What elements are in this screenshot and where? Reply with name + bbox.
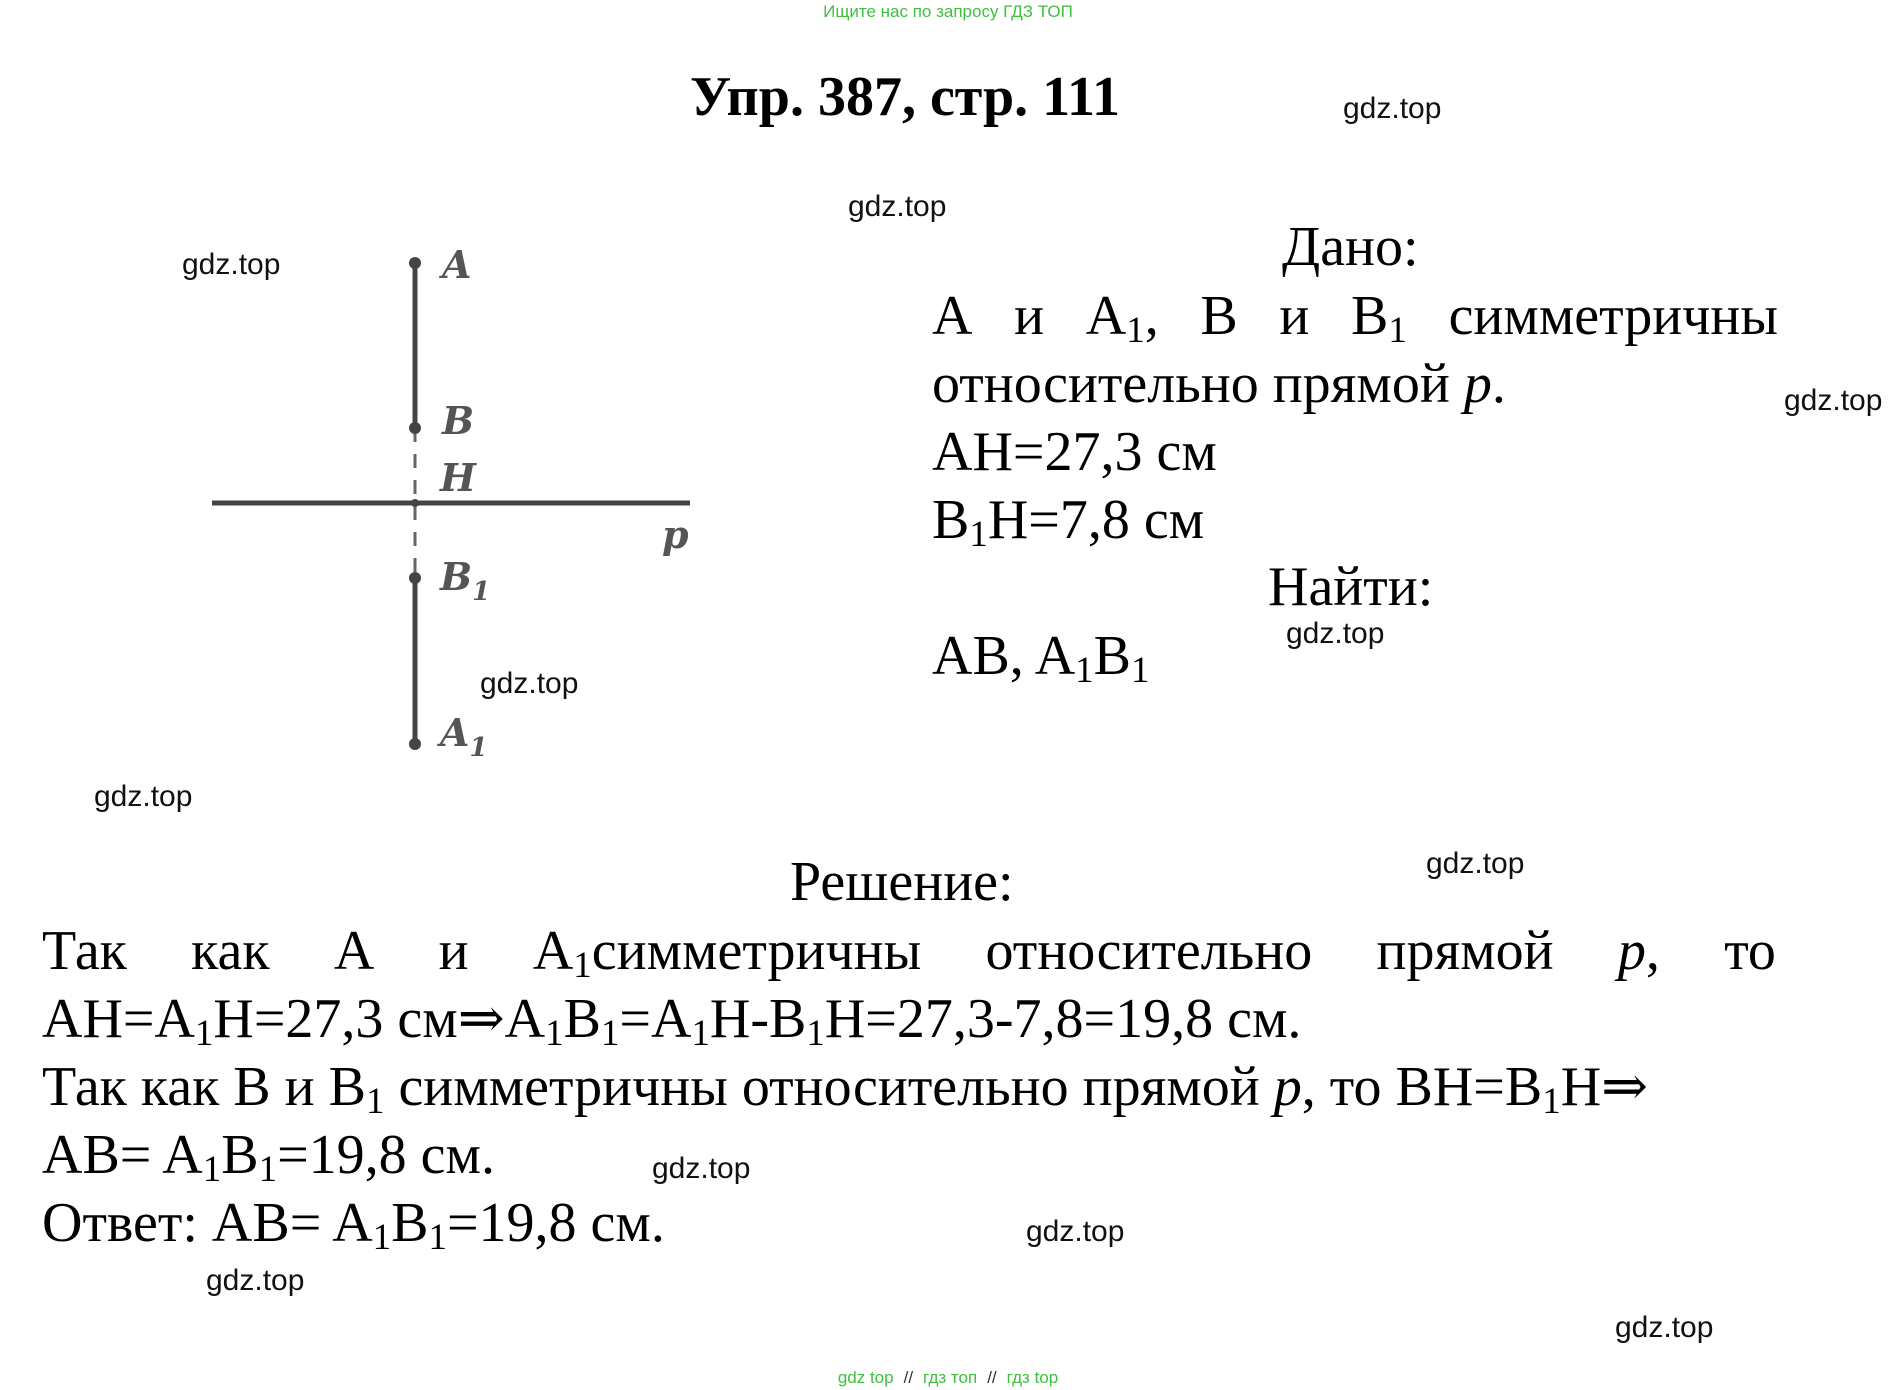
point-b1 — [409, 572, 421, 584]
watermark: gdz.top — [1784, 384, 1883, 417]
point-b — [409, 422, 421, 434]
label-a1: $A_1$ — [440, 710, 488, 763]
footer-link-1[interactable]: gdz top — [837, 1368, 894, 1387]
given-line-1: A и $A_1$, B и $B_1$ симметричны — [932, 285, 1778, 351]
label-h: H — [440, 455, 476, 500]
solution-line-2: $AH=A_1H=27,3$ $см\Rightarrow A_1B_1=A_1H-B_1H=27,3-7,8=19,8$ см. — [42, 988, 1302, 1054]
symmetry-diagram — [180, 228, 720, 788]
page-title: Упр. 387, стр. 111 — [690, 66, 1120, 128]
find-line: AB, $A_1B_1$ — [932, 625, 1150, 691]
top-banner: Ищите нас по запросу ГДЗ ТОП — [823, 2, 1073, 21]
footer-link-3[interactable]: гдз top — [1006, 1368, 1059, 1387]
given-line-3: AH=27,3 см — [932, 421, 1217, 483]
footer-links: gdz top // гдз топ // гдз top — [837, 1368, 1059, 1387]
point-a1 — [409, 738, 421, 750]
point-h — [411, 499, 419, 507]
watermark: gdz.top — [480, 667, 579, 700]
watermark: gdz.top — [206, 1264, 305, 1297]
label-b1: $B_1$ — [440, 554, 491, 607]
point-a — [409, 257, 421, 269]
watermark: gdz.top — [848, 190, 947, 223]
answer-line: Ответ: $AB= A_1B_1=19,8$ см. — [42, 1192, 665, 1258]
label-b: B — [442, 398, 475, 443]
watermark: gdz.top — [1615, 1311, 1714, 1344]
solution-line-1: Так как A и $A_1симметричны$ относительно прямой p, то — [42, 920, 1776, 986]
solution-line-3: Так как B и $B_1$ симметричны относительно прямой p, то $BH=B_1H\Rightarrow$ — [42, 1056, 1649, 1122]
watermark: gdz.top — [94, 780, 193, 813]
watermark: gdz.top — [1026, 1215, 1125, 1248]
solution-heading: Решение: — [790, 851, 1014, 913]
solution-line-4: $AB= A_1B_1=19,8$ см. — [42, 1124, 495, 1190]
given-line-2: относительно прямой p. — [932, 353, 1506, 415]
watermark: gdz.top — [1343, 92, 1442, 125]
label-p: p — [662, 512, 689, 557]
given-heading: Дано: — [1282, 216, 1419, 278]
watermark: gdz.top — [1286, 617, 1385, 650]
find-heading: Найти: — [1268, 556, 1434, 618]
watermark: gdz.top — [1426, 847, 1525, 880]
label-a: A — [442, 242, 472, 287]
watermark: gdz.top — [652, 1152, 751, 1185]
watermark: gdz.top — [182, 248, 281, 281]
footer-link-2[interactable]: гдз топ — [923, 1368, 978, 1387]
given-line-4: $B_1H=7,8$ см — [932, 489, 1205, 555]
